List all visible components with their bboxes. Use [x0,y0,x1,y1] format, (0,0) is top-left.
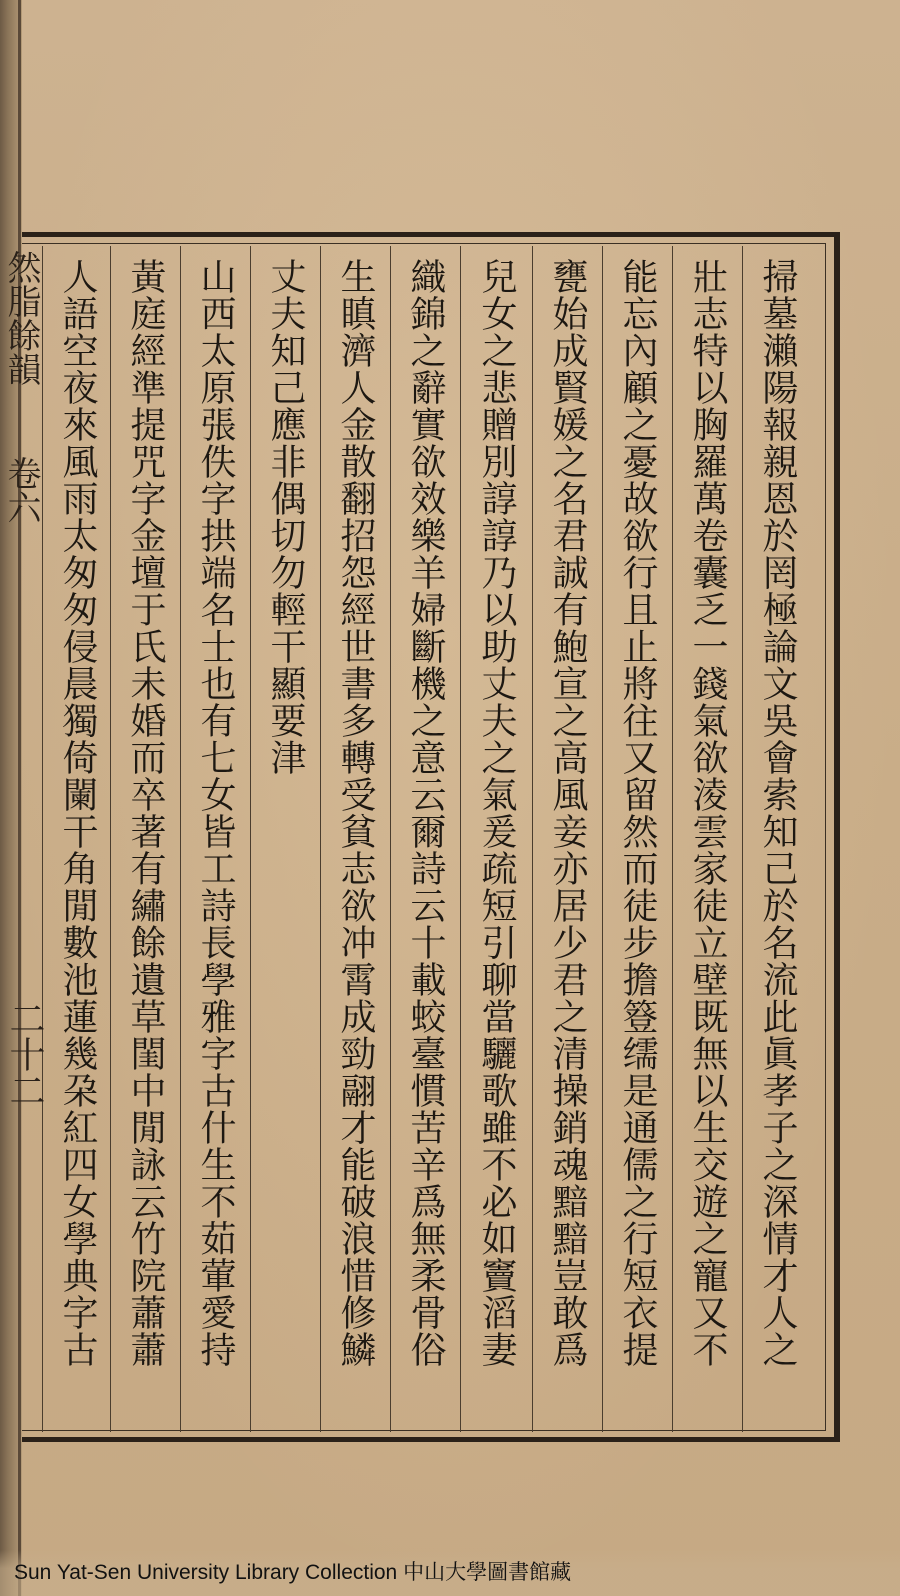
margin-page-number: 二十二 [4,1000,45,1108]
text-column-8: 丈夫知己應非偶切勿輕干顯要津 [265,258,306,776]
column-rule [532,246,533,1432]
column-rule [110,246,111,1432]
library-caption: Sun Yat-Sen University Library Collection 中山大學圖書館藏 [0,1550,900,1596]
margin-volume: 卷六 [1,456,41,524]
column-rule [180,246,181,1432]
column-rule [742,246,743,1432]
column-rule [320,246,321,1432]
text-column-2: 壯志特以胸羅萬卷囊乏一錢氣欲淩雲家徒立壁既無以生交遊之寵又不 [687,258,728,1368]
text-column-9: 山西太原張佚字拱端名士也有七女皆工詩長學雅字古什生不茹葷愛持 [195,258,236,1368]
column-rule [672,246,673,1432]
text-column-10: 黃庭經準提咒字金壇于氏未婚而卒著有繡餘遺草閨中閒詠云竹院蕭蕭 [125,258,166,1368]
margin-title-column [0,250,45,1440]
column-rule [602,246,603,1432]
text-column-6: 織錦之辭實欲效樂羊婦斷機之意云爾詩云十載蛟臺慣苦辛爲無柔骨俗 [405,258,446,1368]
text-column-11: 人語空夜來風雨太匆匆侵晨獨倚闌干角閒數池蓮幾朶紅四女學典字古 [57,258,98,1368]
column-rule [390,246,391,1432]
column-rule [460,246,461,1432]
text-column-3: 能忘內顧之憂故欲行且止將往又留然而徒步擔簦𦈡是通儒之行短衣提 [617,258,658,1368]
column-rule [42,246,43,1432]
text-column-1: 掃墓瀨陽報親恩於罔極論文吳會索知己於名流此眞孝子之深情才人之 [757,258,798,1368]
text-column-7: 生瞋濟人金散翻招怨經世書多轉受貧志欲冲霄成勁翮才能破浪惜修鱗 [335,258,376,1368]
text-column-4: 甕始成賢媛之名君誠有鮑宣之高風妾亦居少君之清操銷魂黯黯豈敢爲 [547,258,588,1368]
column-rule [250,246,251,1432]
text-column-5: 兒女之悲贈別諄諄乃以助丈夫之氣爰疏短引聊當驪歌雖不必如竇滔妻 [476,258,517,1368]
margin-title: 然脂餘韻 [1,250,41,386]
